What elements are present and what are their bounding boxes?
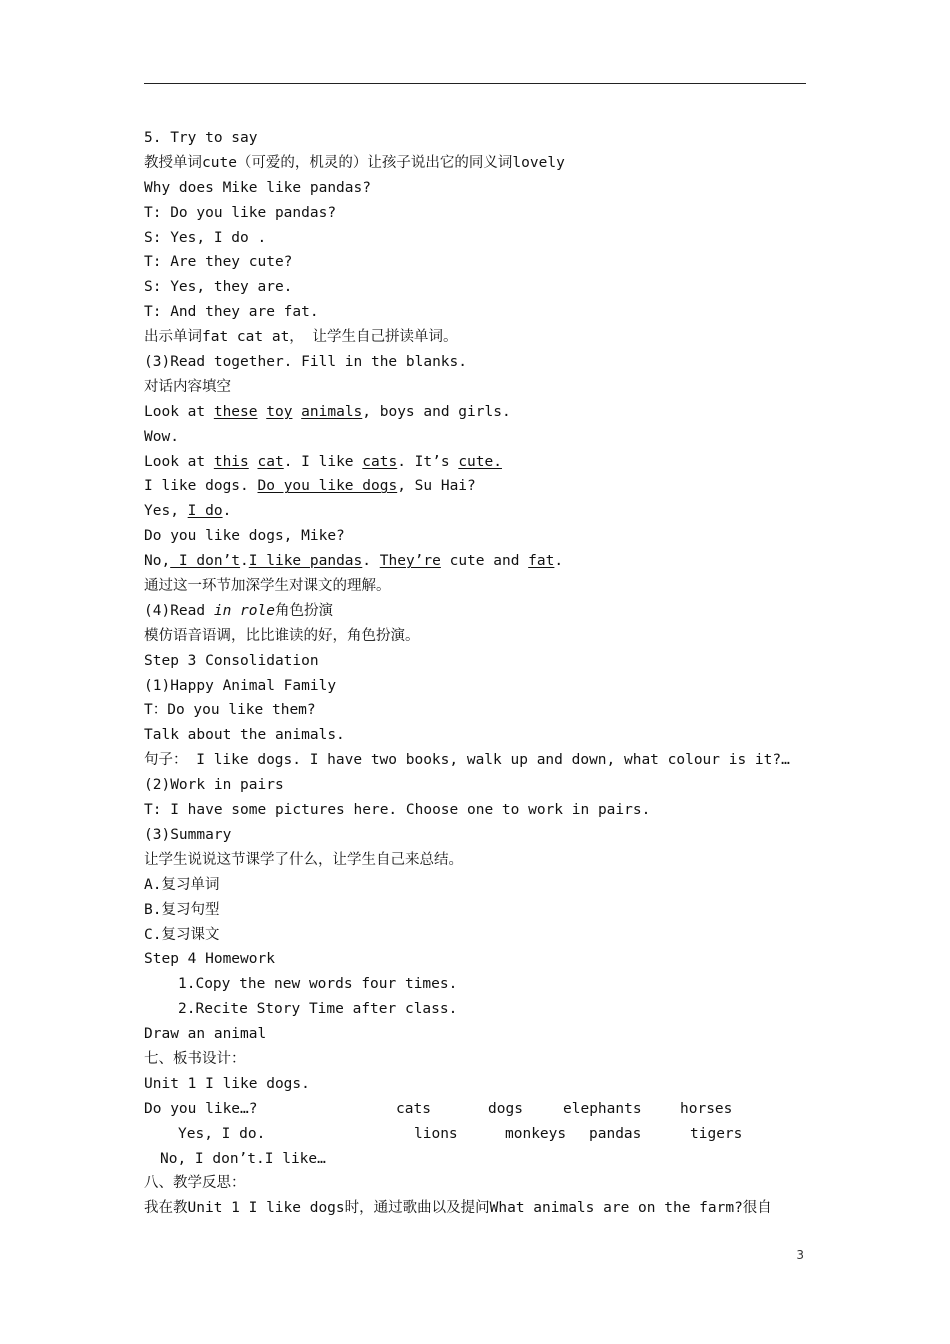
text-line: Draw an animal	[144, 1026, 267, 1043]
text-line: 我在教Unit 1 I like dogs时，通过歌曲以及提问What animals are on the farm?很自	[144, 1200, 772, 1217]
text-run: Look at	[144, 453, 214, 470]
text-line: (3)Read together. Fill in the blanks.	[144, 354, 468, 371]
text-line: Wow.	[144, 428, 179, 445]
text-line: S: Yes, I do .	[144, 229, 267, 246]
text-line: T：Do you like them?	[144, 702, 316, 719]
blank-answer: these	[213, 403, 258, 420]
blank-answer: They’re	[379, 553, 441, 570]
text-line: Talk about the animals.	[144, 727, 345, 744]
board-design-row	[144, 1097, 814, 1122]
section-heading: 七、板书设计：	[144, 1050, 246, 1067]
text-line: (1)Happy Animal Family	[144, 677, 337, 694]
board-word: tigers	[690, 1125, 743, 1142]
fill-blank-line	[144, 474, 814, 499]
fill-blank-line	[144, 400, 814, 425]
text-run: .	[362, 553, 380, 570]
board-word: monkeys	[505, 1125, 567, 1142]
text-line: 5. Try to say	[144, 130, 258, 146]
document-body	[144, 126, 814, 1221]
text-line: T: And they are fat.	[144, 304, 319, 321]
step-heading: Step 3 Consolidation	[144, 652, 319, 669]
blank-answer: cat	[257, 453, 284, 470]
fill-blank-line	[144, 450, 814, 475]
text-run: No,	[144, 553, 171, 570]
text-line: 教授单词cute（可爱的，机灵的）让孩子说出它的同义词lovely	[144, 154, 565, 171]
italic-run: in role	[213, 602, 275, 619]
text-line: 让学生说说这节课学了什么，让学生自己来总结。	[144, 851, 463, 868]
text-run	[292, 404, 301, 420]
blank-answer: I like pandas	[248, 553, 363, 570]
text-run: .	[554, 553, 564, 570]
board-phrase: No, I don’t.I like…	[160, 1150, 326, 1167]
text-line: Unit 1 I like dogs.	[144, 1075, 310, 1092]
text-run: . It’s	[397, 453, 459, 470]
blank-answer: I do	[187, 503, 223, 520]
text-line: Why does Mike like pandas?	[144, 179, 371, 196]
page-number: 3	[796, 1248, 804, 1262]
board-word: pandas	[589, 1125, 642, 1142]
text-run: .	[222, 503, 232, 520]
blank-answer: I don’t	[170, 553, 241, 570]
blank-answer: cute.	[458, 453, 502, 470]
text-line: Do you like dogs, Mike?	[144, 528, 345, 545]
board-word: cats	[396, 1100, 431, 1117]
board-word: lions	[414, 1125, 458, 1142]
fill-blank-line	[144, 549, 814, 574]
blank-answer: cats	[362, 453, 398, 470]
board-phrase: Do you like…?	[144, 1100, 258, 1117]
text-run	[258, 404, 267, 420]
text-line: T: I have some pictures here. Choose one to work in pairs.	[144, 802, 651, 819]
text-run: 角色扮演	[274, 602, 333, 619]
section-heading: 八、教学反思：	[144, 1175, 246, 1192]
blank-answer: toy	[266, 403, 293, 420]
text-run: Look at	[144, 403, 214, 420]
fill-blank-line	[144, 499, 814, 524]
text-line: 模仿语音语调，比比谁读的好，角色扮演。	[144, 627, 420, 644]
text-run: cute and	[440, 553, 529, 570]
text-run: I like dogs.	[144, 478, 258, 495]
list-item: A.复习单词	[144, 876, 220, 893]
text-run: .	[240, 553, 249, 570]
text-run	[249, 454, 258, 470]
text-line: 出示单词fat cat at， 让学生自己拼读单词。	[144, 329, 458, 346]
board-word: elephants	[563, 1100, 642, 1117]
list-item: 1.Copy the new words four times.	[178, 976, 458, 993]
text-line: 句子： I like dogs. I have two books, walk up and down, what colour is it?…	[144, 752, 790, 769]
text-run: (4)Read	[144, 602, 214, 619]
text-line: T: Are they cute?	[144, 254, 293, 271]
text-line: (3)Summary	[144, 826, 232, 843]
text-run: . I like	[283, 453, 363, 470]
board-phrase: Yes, I do.	[178, 1125, 266, 1142]
board-design-row	[144, 1122, 814, 1147]
text-line: 对话内容填空	[144, 378, 231, 395]
text-run: , Su Hai?	[397, 478, 476, 495]
board-word: horses	[680, 1100, 733, 1117]
text-line	[144, 599, 814, 624]
list-item: C.复习课文	[144, 926, 220, 943]
blank-answer: this	[213, 453, 249, 470]
list-item: B.复习句型	[144, 901, 220, 918]
text-line: 通过这一环节加深学生对课文的理解。	[144, 578, 391, 595]
text-line: T: Do you like pandas?	[144, 204, 337, 221]
blank-answer: Do you like dogs	[257, 478, 398, 495]
board-word: dogs	[488, 1100, 523, 1117]
blank-answer: animals	[301, 403, 363, 420]
header-rule	[144, 83, 806, 84]
text-run: , boys and girls.	[362, 403, 511, 420]
text-line: S: Yes, they are.	[144, 279, 293, 296]
list-item: 2.Recite Story Time after class.	[178, 1001, 458, 1018]
text-run: Yes,	[144, 503, 188, 520]
step-heading: Step 4 Homework	[144, 951, 275, 968]
text-line: (2)Work in pairs	[144, 777, 284, 794]
blank-answer: fat	[528, 553, 555, 570]
